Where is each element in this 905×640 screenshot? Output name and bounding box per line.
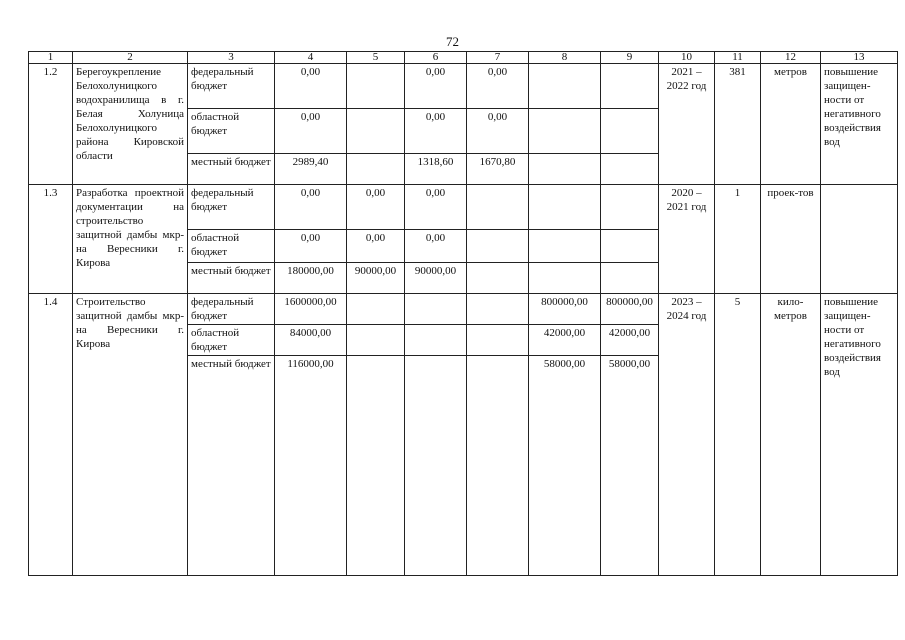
- row-id: 1.2: [29, 64, 73, 185]
- cell-value: [467, 263, 529, 294]
- cell-value: 0,00: [275, 109, 347, 154]
- cell-value: [467, 294, 529, 325]
- cell-value: 58000,00: [529, 356, 601, 576]
- table-row: [29, 185, 898, 230]
- col-header: 3: [188, 52, 275, 64]
- quantity: 5: [715, 294, 761, 576]
- measure-name: Берегоукрепление Белохолуницкого водохранилища в г. Белая Холуница Белохолуницкого района Кировской области: [73, 64, 188, 185]
- cell-value: 0,00: [275, 230, 347, 263]
- cell-value: [467, 230, 529, 263]
- page-number: 72: [446, 34, 459, 49]
- cell-value: 0,00: [405, 230, 467, 263]
- unit: проек-тов: [761, 185, 821, 294]
- cell-value: [529, 109, 601, 154]
- col-header: 10: [659, 52, 715, 64]
- cell-value: [529, 185, 601, 230]
- cell-value: [529, 230, 601, 263]
- cell-value: 84000,00: [275, 325, 347, 356]
- cell-value: [347, 154, 405, 185]
- cell-value: [601, 230, 659, 263]
- cell-value: [347, 64, 405, 109]
- cell-value: 116000,00: [275, 356, 347, 576]
- cell-value: 800000,00: [529, 294, 601, 325]
- period: 2020 – 2021 год: [659, 185, 715, 294]
- col-header: 9: [601, 52, 659, 64]
- cell-value: 0,00: [275, 64, 347, 109]
- result: повышение защищен-ности от негативного воздействия вод: [821, 64, 898, 185]
- program-table: [28, 51, 898, 576]
- result: повышение защищен-ности от негативного воздействия вод: [821, 294, 898, 576]
- cell-value: 0,00: [347, 185, 405, 230]
- budget-label: областной бюджет: [188, 230, 275, 263]
- cell-value: 180000,00: [275, 263, 347, 294]
- col-header: 12: [761, 52, 821, 64]
- budget-label: местный бюджет: [188, 263, 275, 294]
- cell-value: 0,00: [467, 64, 529, 109]
- cell-value: [467, 325, 529, 356]
- col-header: 7: [467, 52, 529, 64]
- cell-value: [529, 154, 601, 185]
- cell-value: 1670,80: [467, 154, 529, 185]
- col-header: 4: [275, 52, 347, 64]
- cell-value: [601, 64, 659, 109]
- cell-value: [601, 185, 659, 230]
- cell-value: [601, 263, 659, 294]
- quantity: 381: [715, 64, 761, 185]
- cell-value: [405, 356, 467, 576]
- cell-value: 0,00: [275, 185, 347, 230]
- budget-label: федеральный бюджет: [188, 64, 275, 109]
- col-header: 6: [405, 52, 467, 64]
- column-number-row: [29, 52, 898, 64]
- cell-value: 58000,00: [601, 356, 659, 576]
- cell-value: [467, 185, 529, 230]
- period: 2023 – 2024 год: [659, 294, 715, 576]
- budget-label: федеральный бюджет: [188, 185, 275, 230]
- cell-value: 0,00: [467, 109, 529, 154]
- cell-value: [529, 263, 601, 294]
- unit: кило-метров: [761, 294, 821, 576]
- cell-value: 0,00: [405, 109, 467, 154]
- cell-value: 0,00: [405, 185, 467, 230]
- row-id: 1.3: [29, 185, 73, 294]
- quantity: 1: [715, 185, 761, 294]
- col-header: 5: [347, 52, 405, 64]
- period: 2021 – 2022 год: [659, 64, 715, 185]
- cell-value: [405, 325, 467, 356]
- col-header: 8: [529, 52, 601, 64]
- cell-value: [529, 64, 601, 109]
- cell-value: 2989,40: [275, 154, 347, 185]
- cell-value: [347, 109, 405, 154]
- budget-label: местный бюджет: [188, 356, 275, 576]
- table-row: [29, 64, 898, 109]
- cell-value: 42000,00: [529, 325, 601, 356]
- col-header: 13: [821, 52, 898, 64]
- cell-value: 0,00: [405, 64, 467, 109]
- col-header: 1: [29, 52, 73, 64]
- cell-value: [467, 356, 529, 576]
- row-id: 1.4: [29, 294, 73, 576]
- cell-value: [347, 356, 405, 576]
- col-header: 11: [715, 52, 761, 64]
- budget-label: местный бюджет: [188, 154, 275, 185]
- col-header: 2: [73, 52, 188, 64]
- measure-name: Строительство защитной дамбы мкр-на Вересники г. Кирова: [73, 294, 188, 576]
- budget-label: областной бюджет: [188, 109, 275, 154]
- table-row: [29, 294, 898, 325]
- budget-label: областной бюджет: [188, 325, 275, 356]
- result: [821, 185, 898, 294]
- unit: метров: [761, 64, 821, 185]
- cell-value: 0,00: [347, 230, 405, 263]
- cell-value: [601, 109, 659, 154]
- cell-value: [347, 325, 405, 356]
- cell-value: [405, 294, 467, 325]
- cell-value: 90000,00: [405, 263, 467, 294]
- cell-value: 90000,00: [347, 263, 405, 294]
- measure-name: Разработка проектной документации на строительство защитной дамбы мкр-на Вересники г. Кирова: [73, 185, 188, 294]
- cell-value: 800000,00: [601, 294, 659, 325]
- cell-value: 1600000,00: [275, 294, 347, 325]
- cell-value: [601, 154, 659, 185]
- cell-value: 42000,00: [601, 325, 659, 356]
- cell-value: [347, 294, 405, 325]
- budget-label: федеральный бюджет: [188, 294, 275, 325]
- cell-value: 1318,60: [405, 154, 467, 185]
